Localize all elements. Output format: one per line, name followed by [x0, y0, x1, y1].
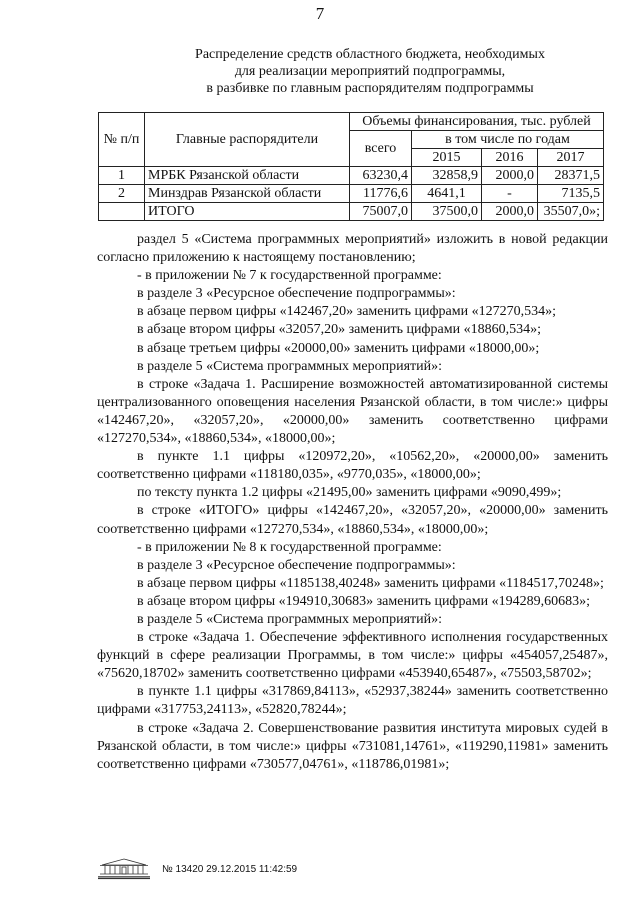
- header-total: всего: [350, 131, 412, 167]
- paragraph: в разделе 5 «Система программных мероприятий»:: [137, 611, 443, 627]
- paragraph: в разделе 5 «Система программных мероприятий»:: [137, 358, 443, 374]
- paragraph: в строке «ИТОГО» цифры «142467,20», «32057,20», «20000,00» заменить соответственно цифрами «127270,534», «18860,534», «18000,00»;: [97, 503, 608, 537]
- paragraph: - в приложении № 8 к государственной программе:: [137, 539, 442, 555]
- document-title: [150, 46, 590, 97]
- paragraph: в абзаце втором цифры «194910,30683» заменить цифрами «194289,60683»;: [137, 593, 590, 609]
- paragraph: в абзаце третьем цифры «20000,00» заменить цифрами «18000,00»;: [137, 340, 540, 356]
- header-funding: Объемы финансирования, тыс. рублей: [350, 113, 604, 131]
- row-2016: -: [482, 185, 538, 203]
- row-num: [99, 203, 145, 221]
- paragraph: в строке «Задача 2. Совершенствование развития института мировых судей в Рязанской области, в том числе:» цифры «731081,14761», «119290,11981» заменить соответственно цифрами «730577,04761», «118786,01981»;: [97, 720, 608, 772]
- row-total: 11776,6: [350, 185, 412, 203]
- header-year-2015: 2015: [412, 149, 482, 167]
- row-name: Минздрав Рязанской области: [145, 185, 350, 203]
- row-name: МРБК Рязанской области: [145, 167, 350, 185]
- row-2016: 2000,0: [482, 203, 538, 221]
- row-2015: 32858,9: [412, 167, 482, 185]
- header-year-2017: 2017: [538, 149, 604, 167]
- registration-stamp: [162, 864, 297, 875]
- header-distributors: Главные распорядители: [145, 113, 350, 167]
- government-building-logo-icon: [96, 856, 152, 880]
- table-row: [99, 185, 604, 203]
- row-total: 63230,4: [350, 167, 412, 185]
- paragraph: в разделе 3 «Ресурсное обеспечение подпрограммы»:: [137, 557, 456, 573]
- paragraph: в разделе 3 «Ресурсное обеспечение подпрограммы»:: [137, 286, 456, 302]
- table-row: [99, 167, 604, 185]
- paragraph: в абзаце первом цифры «1185138,40248» заменить цифрами «1184517,70248»;: [137, 575, 604, 591]
- paragraph: в пункте 1.1 цифры «317869,84113», «52937,38244» заменить соответственно цифрами «317753,24113», «52820,78244»;: [97, 684, 608, 718]
- doc-datetime: 29.12.2015 11:42:59: [206, 864, 298, 875]
- row-2016: 2000,0: [482, 167, 538, 185]
- row-2017: 7135,5: [538, 185, 604, 203]
- row-2015: 4641,1: [412, 185, 482, 203]
- doc-number: № 13420: [162, 864, 204, 875]
- paragraph: в строке «Задача 1. Расширение возможностей автоматизированной системы централизованного оповещения населения Рязанской области, в том числе:» цифры «142467,20», «32057,20», «20000,00» заменить соответственно цифрами «127270,534», «18860,534», «18000,00»;: [97, 376, 608, 447]
- table-row-total: [99, 203, 604, 221]
- paragraph: раздел 5 «Система программных мероприятий» изложить в новой редакции согласно приложению к настоящему постановлению;: [97, 232, 608, 266]
- paragraph: в абзаце первом цифры «142467,20» заменить цифрами «127270,534»;: [137, 304, 556, 320]
- document-body: [97, 231, 608, 774]
- row-name: ИТОГО: [145, 203, 350, 221]
- title-line: для реализации мероприятий подпрограммы,: [234, 64, 506, 79]
- row-num: 1: [99, 167, 145, 185]
- row-2015: 37500,0: [412, 203, 482, 221]
- paragraph: в пункте 1.1 цифры «120972,20», «10562,20», «20000,00» заменить соответственно цифрами «118180,035», «9770,035», «18000,00»;: [97, 449, 608, 483]
- row-total: 75007,0: [350, 203, 412, 221]
- row-2017: 35507,0»;: [538, 203, 604, 221]
- row-2017: 28371,5: [538, 167, 604, 185]
- title-line: в разбивке по главным распорядителям подпрограммы: [206, 81, 534, 96]
- page-number: 7: [315, 4, 325, 23]
- row-num: 2: [99, 185, 145, 203]
- header-by-year: в том числе по годам: [412, 131, 604, 149]
- paragraph: в абзаце втором цифры «32057,20» заменить цифрами «18860,534»;: [137, 322, 541, 338]
- header-num: № п/п: [99, 113, 145, 167]
- paragraph: по тексту пункта 1.2 цифры «21495,00» заменить цифрами «9090,499»;: [137, 485, 562, 501]
- paragraph: - в приложении № 7 к государственной программе:: [137, 268, 442, 284]
- funding-table: [98, 112, 604, 221]
- title-line: Распределение средств областного бюджета, необходимых: [195, 47, 545, 62]
- paragraph: в строке «Задача 1. Обеспечение эффективного исполнения государственных функций в сфере реализации Программы, в том числе:» цифры «454057,25487», «75620,18702» заменить соответственно цифрами «453940,65487», «75503,58702»;: [97, 630, 608, 682]
- header-year-2016: 2016: [482, 149, 538, 167]
